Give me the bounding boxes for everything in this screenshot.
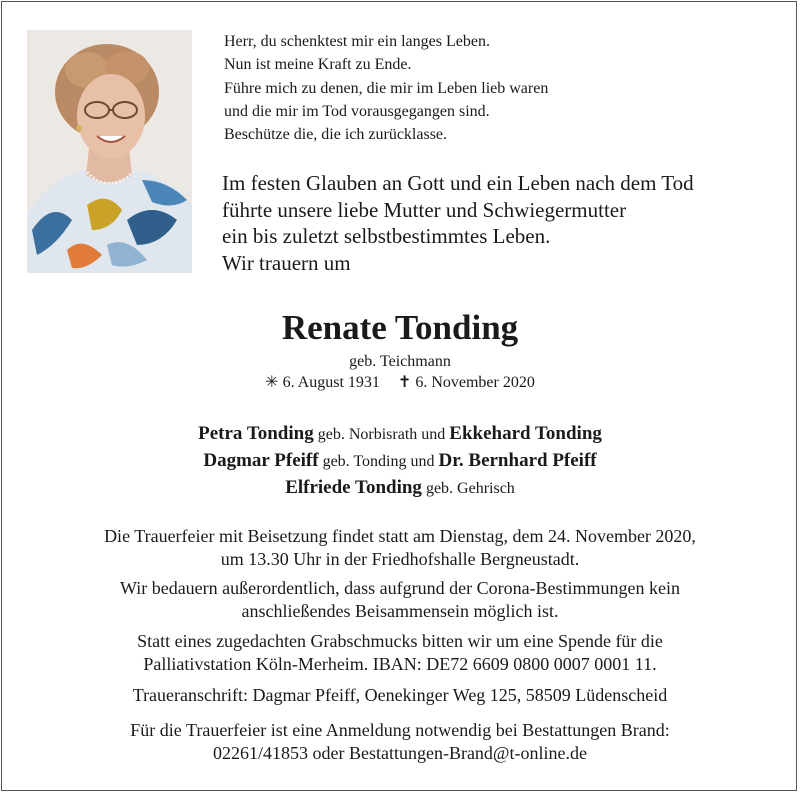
verse-line: Führe mich zu denen, die mir im Leben lieb waren — [224, 79, 549, 97]
notice-line: 02261/41853 oder Bestattungen-Brand@t-online.de — [212, 743, 587, 763]
mourner-row — [0, 475, 800, 502]
intro-line: Wir trauern um — [222, 250, 351, 275]
mourner-name: Dr. Bernhard Pfeiff — [438, 450, 597, 471]
donation-notice — [0, 630, 800, 676]
verse-line: Herr, du schenktest mir ein langes Leben. — [224, 33, 490, 50]
mourner-name: Ekkehard Tonding — [449, 423, 602, 444]
notice-line: um 13.30 Uhr in der Friedhofshalle Bergneustadt. — [220, 549, 580, 569]
intro-text — [222, 170, 694, 276]
verse-line: Nun ist meine Kraft zu Ende. — [224, 56, 412, 74]
intro-line: führte unsere liebe Mutter und Schwiegermutter — [222, 197, 627, 222]
birth-date: 6. August 1931 — [282, 374, 380, 391]
death-date: 6. November 2020 — [415, 374, 535, 391]
mourner-row — [0, 421, 800, 448]
notice-line: Die Trauerfeier mit Beisetzung findet statt am Dienstag, dem 24. November 2020, — [104, 526, 696, 546]
verse — [224, 30, 548, 146]
notice-line: anschließendes Beisammensein möglich ist. — [241, 601, 559, 621]
mourner-name: Elfriede Tonding — [285, 477, 422, 498]
mourner-name: Petra Tonding — [198, 423, 314, 444]
mourner-name: Dagmar Pfeiff — [203, 450, 319, 471]
birth-star-icon: ✳ — [265, 374, 279, 391]
intro-line: ein bis zuletzt selbstbestimmtes Leben. — [222, 224, 551, 249]
verse-line: Beschütze die, die ich zurücklasse. — [224, 126, 448, 144]
corona-notice — [0, 577, 800, 623]
notice-line: Statt eines zugedachten Grabschmucks bitten wir um eine Spende für die — [137, 631, 663, 651]
mourners-list — [0, 421, 800, 502]
mourner-row — [0, 448, 800, 475]
life-dates — [0, 373, 800, 393]
notice-line: Wir bedauern außerordentlich, dass aufgrund der Corona-Bestimmungen kein — [119, 578, 681, 598]
notice-line: Palliativstation Köln-Merheim. IBAN: DE72 6609 0800 0007 0001 11. — [143, 654, 657, 674]
mourner-birth-name: geb. Norbisrath — [317, 426, 418, 443]
verse-line: und die mir im Tod vorausgegangen sind. — [224, 102, 490, 120]
conjunction: und — [410, 453, 435, 470]
conjunction: und — [421, 426, 446, 443]
death-cross-icon: ✝ — [397, 374, 412, 391]
portrait-illustration — [27, 30, 192, 273]
notice-line: Traueranschrift: Dagmar Pfeiff, Oenekinger Weg 125, 58509 Lüdenscheid — [132, 685, 668, 705]
intro-line: Im festen Glauben an Gott und ein Leben nach dem Tod — [222, 171, 694, 195]
deceased-name: Renate Tonding — [281, 308, 519, 347]
birth-name: geb. Teichmann — [349, 353, 451, 370]
mourner-birth-name: geb. Tonding — [322, 453, 407, 470]
mourning-address — [0, 684, 800, 707]
notice-line: Für die Trauerfeier ist eine Anmeldung notwendig bei Bestattungen Brand: — [130, 720, 670, 740]
registration-notice — [0, 719, 800, 765]
mourner-birth-name: geb. Gehrisch — [425, 480, 515, 497]
funeral-notice — [0, 525, 800, 571]
portrait-photo — [27, 30, 192, 273]
